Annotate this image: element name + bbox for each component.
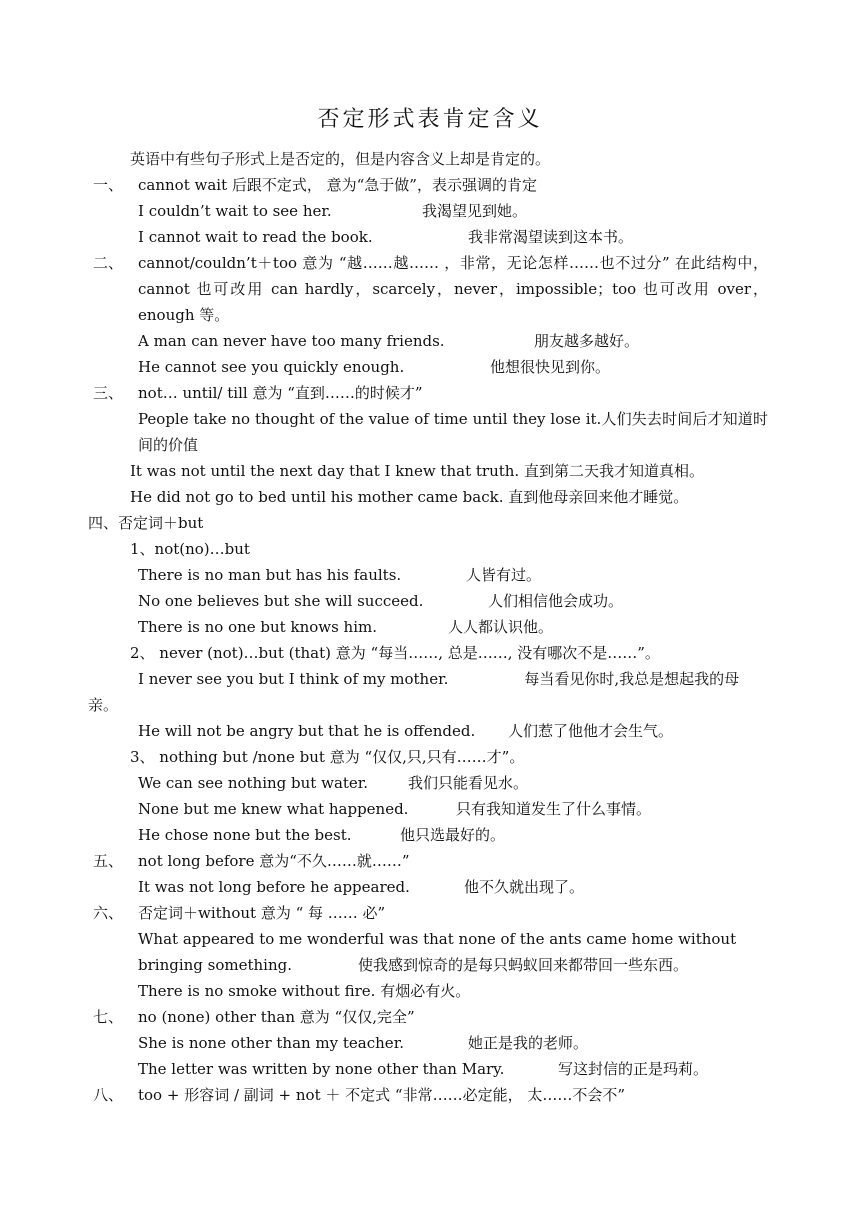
example-line — [88, 354, 768, 380]
example-english: I cannot wait to read the book. — [138, 228, 373, 246]
example-chinese: 人们相信他会成功。 — [488, 592, 624, 610]
example-chinese: 使我感到惊奇的是每只蚂蚁回来都带回一些东西。 — [358, 956, 689, 974]
section-number: 五、 — [93, 852, 124, 870]
example-chinese: 人们失去时间后才知道时间的价值 — [138, 410, 768, 454]
example-chinese: 他不久就出现了。 — [464, 878, 585, 896]
section-heading — [88, 380, 768, 406]
section-title: no (none) other than 意为 “仅仅,完全” — [138, 1008, 415, 1026]
example-line — [88, 718, 768, 744]
subsection-heading: 1、not(no)…but — [130, 540, 250, 558]
example-chinese: 我非常渴望读到这本书。 — [468, 228, 634, 246]
example-english: I couldn’t wait to see her. — [138, 202, 332, 220]
section-title: not… until/ till 意为 “直到……的时候才” — [138, 384, 423, 402]
intro-text: 英语中有些句子形式上是否定的，但是内容含义上却是肯定的。 — [130, 150, 551, 168]
example-english: There is no one but knows him. — [138, 618, 378, 636]
example-english: The letter was written by none other than Mary. — [138, 1060, 505, 1078]
example-english: It was not until the next day that I knew that truth. — [130, 462, 520, 480]
example-line — [88, 978, 768, 1004]
example-english: It was not long before he appeared. — [138, 878, 410, 896]
example-line — [88, 1030, 768, 1056]
section-heading — [88, 172, 768, 198]
example-chinese: 每当看见你时,我总是想起我的母亲。 — [88, 670, 740, 714]
example-english: He will not be angry but that he is offended. — [138, 722, 476, 740]
example-chinese: 只有我知道发生了什么事情。 — [456, 800, 652, 818]
example-line — [88, 874, 768, 900]
example-line — [88, 666, 768, 718]
example-english: I never see you but I think of my mother. — [138, 670, 449, 688]
example-chinese: 我渴望见到她。 — [422, 202, 528, 220]
example-chinese: 直到第二天我才知道真相。 — [523, 462, 704, 480]
section-heading — [88, 250, 768, 328]
section-heading — [88, 510, 768, 536]
example-line — [88, 796, 768, 822]
section-number: 三、 — [93, 384, 124, 402]
example-line — [88, 484, 768, 510]
example-english: A man can never have too many friends. — [138, 332, 445, 350]
example-line — [88, 588, 768, 614]
example-chinese: 她正是我的老师。 — [468, 1034, 589, 1052]
example-line — [88, 822, 768, 848]
example-chinese: 人们惹了他他才会生气。 — [508, 722, 674, 740]
example-english: We can see nothing but water. — [138, 774, 369, 792]
section-number: 二、 — [93, 254, 124, 272]
example-line — [88, 198, 768, 224]
example-chinese: 有烟必有火。 — [380, 982, 471, 1000]
example-line — [88, 406, 768, 458]
example-line — [88, 562, 768, 588]
example-english: There is no man but has his faults. — [138, 566, 402, 584]
section-heading — [88, 848, 768, 874]
example-english: He chose none but the best. — [138, 826, 352, 844]
example-chinese: 人皆有过。 — [466, 566, 542, 584]
example-english: He cannot see you quickly enough. — [138, 358, 405, 376]
example-line — [88, 224, 768, 250]
section-title: cannot/couldn’t＋too 意为 “越……越…… ，非常，无论怎样……也不过分” 在此结构中，cannot 也可改用 can hardly，scarcely，never，impossible；too 也可改用 over，enough 等。 — [138, 254, 768, 324]
section-title: cannot wait 后跟不定式， 意为“急于做”，表示强调的肯定 — [138, 176, 537, 194]
example-line — [88, 328, 768, 354]
section-title: 否定词＋but — [118, 514, 204, 532]
subsection-heading: 2、 never (not)…but (that) 意为 “每当……, 总是……, 没有哪次不是……”。 — [130, 644, 660, 662]
example-chinese: 人人都认识他。 — [448, 618, 554, 636]
example-line — [88, 1056, 768, 1082]
section-heading — [88, 900, 768, 926]
example-line — [88, 770, 768, 796]
section-number: 一、 — [93, 176, 124, 194]
section-number: 六、 — [93, 904, 124, 922]
example-chinese: 他只选最好的。 — [400, 826, 506, 844]
example-english: What appeared to me wonderful was that none of the ants came home without bringing something. — [138, 930, 737, 974]
example-chinese: 他想很快见到你。 — [490, 358, 611, 376]
example-chinese: 写这封信的正是玛莉。 — [558, 1060, 709, 1078]
example-english: No one believes but she will succeed. — [138, 592, 424, 610]
document-body — [88, 146, 768, 1108]
example-english: People take no thought of the value of time until they lose it. — [138, 410, 602, 428]
example-english: There is no smoke without fire. — [138, 982, 376, 1000]
section-number: 四、 — [88, 514, 119, 532]
section-title: not long before 意为“不久……就……” — [138, 852, 410, 870]
example-chinese: 直到他母亲回来他才睡觉。 — [508, 488, 689, 506]
example-chinese: 朋友越多越好。 — [534, 332, 640, 350]
example-line — [88, 926, 768, 978]
section-heading — [88, 1082, 768, 1108]
example-chinese: 我们只能看见水。 — [408, 774, 529, 792]
example-english: None but me knew what happened. — [138, 800, 409, 818]
page-title: 否定形式表肯定含义 — [317, 107, 543, 132]
section-heading — [88, 1004, 768, 1030]
example-line — [88, 458, 768, 484]
example-line — [88, 614, 768, 640]
section-title: 否定词＋without 意为 “ 每 …… 必” — [138, 904, 386, 922]
section-number: 八、 — [93, 1086, 124, 1104]
example-english: She is none other than my teacher. — [138, 1034, 404, 1052]
example-english: He did not go to bed until his mother came back. — [130, 488, 504, 506]
section-title: too + 形容词 / 副词 + not ＋ 不定式 “非常……必定能， 太……不会不” — [138, 1086, 626, 1104]
subsection-heading: 3、 nothing but /none but 意为 “仅仅,只,只有……才”。 — [130, 748, 525, 766]
section-number: 七、 — [93, 1008, 124, 1026]
